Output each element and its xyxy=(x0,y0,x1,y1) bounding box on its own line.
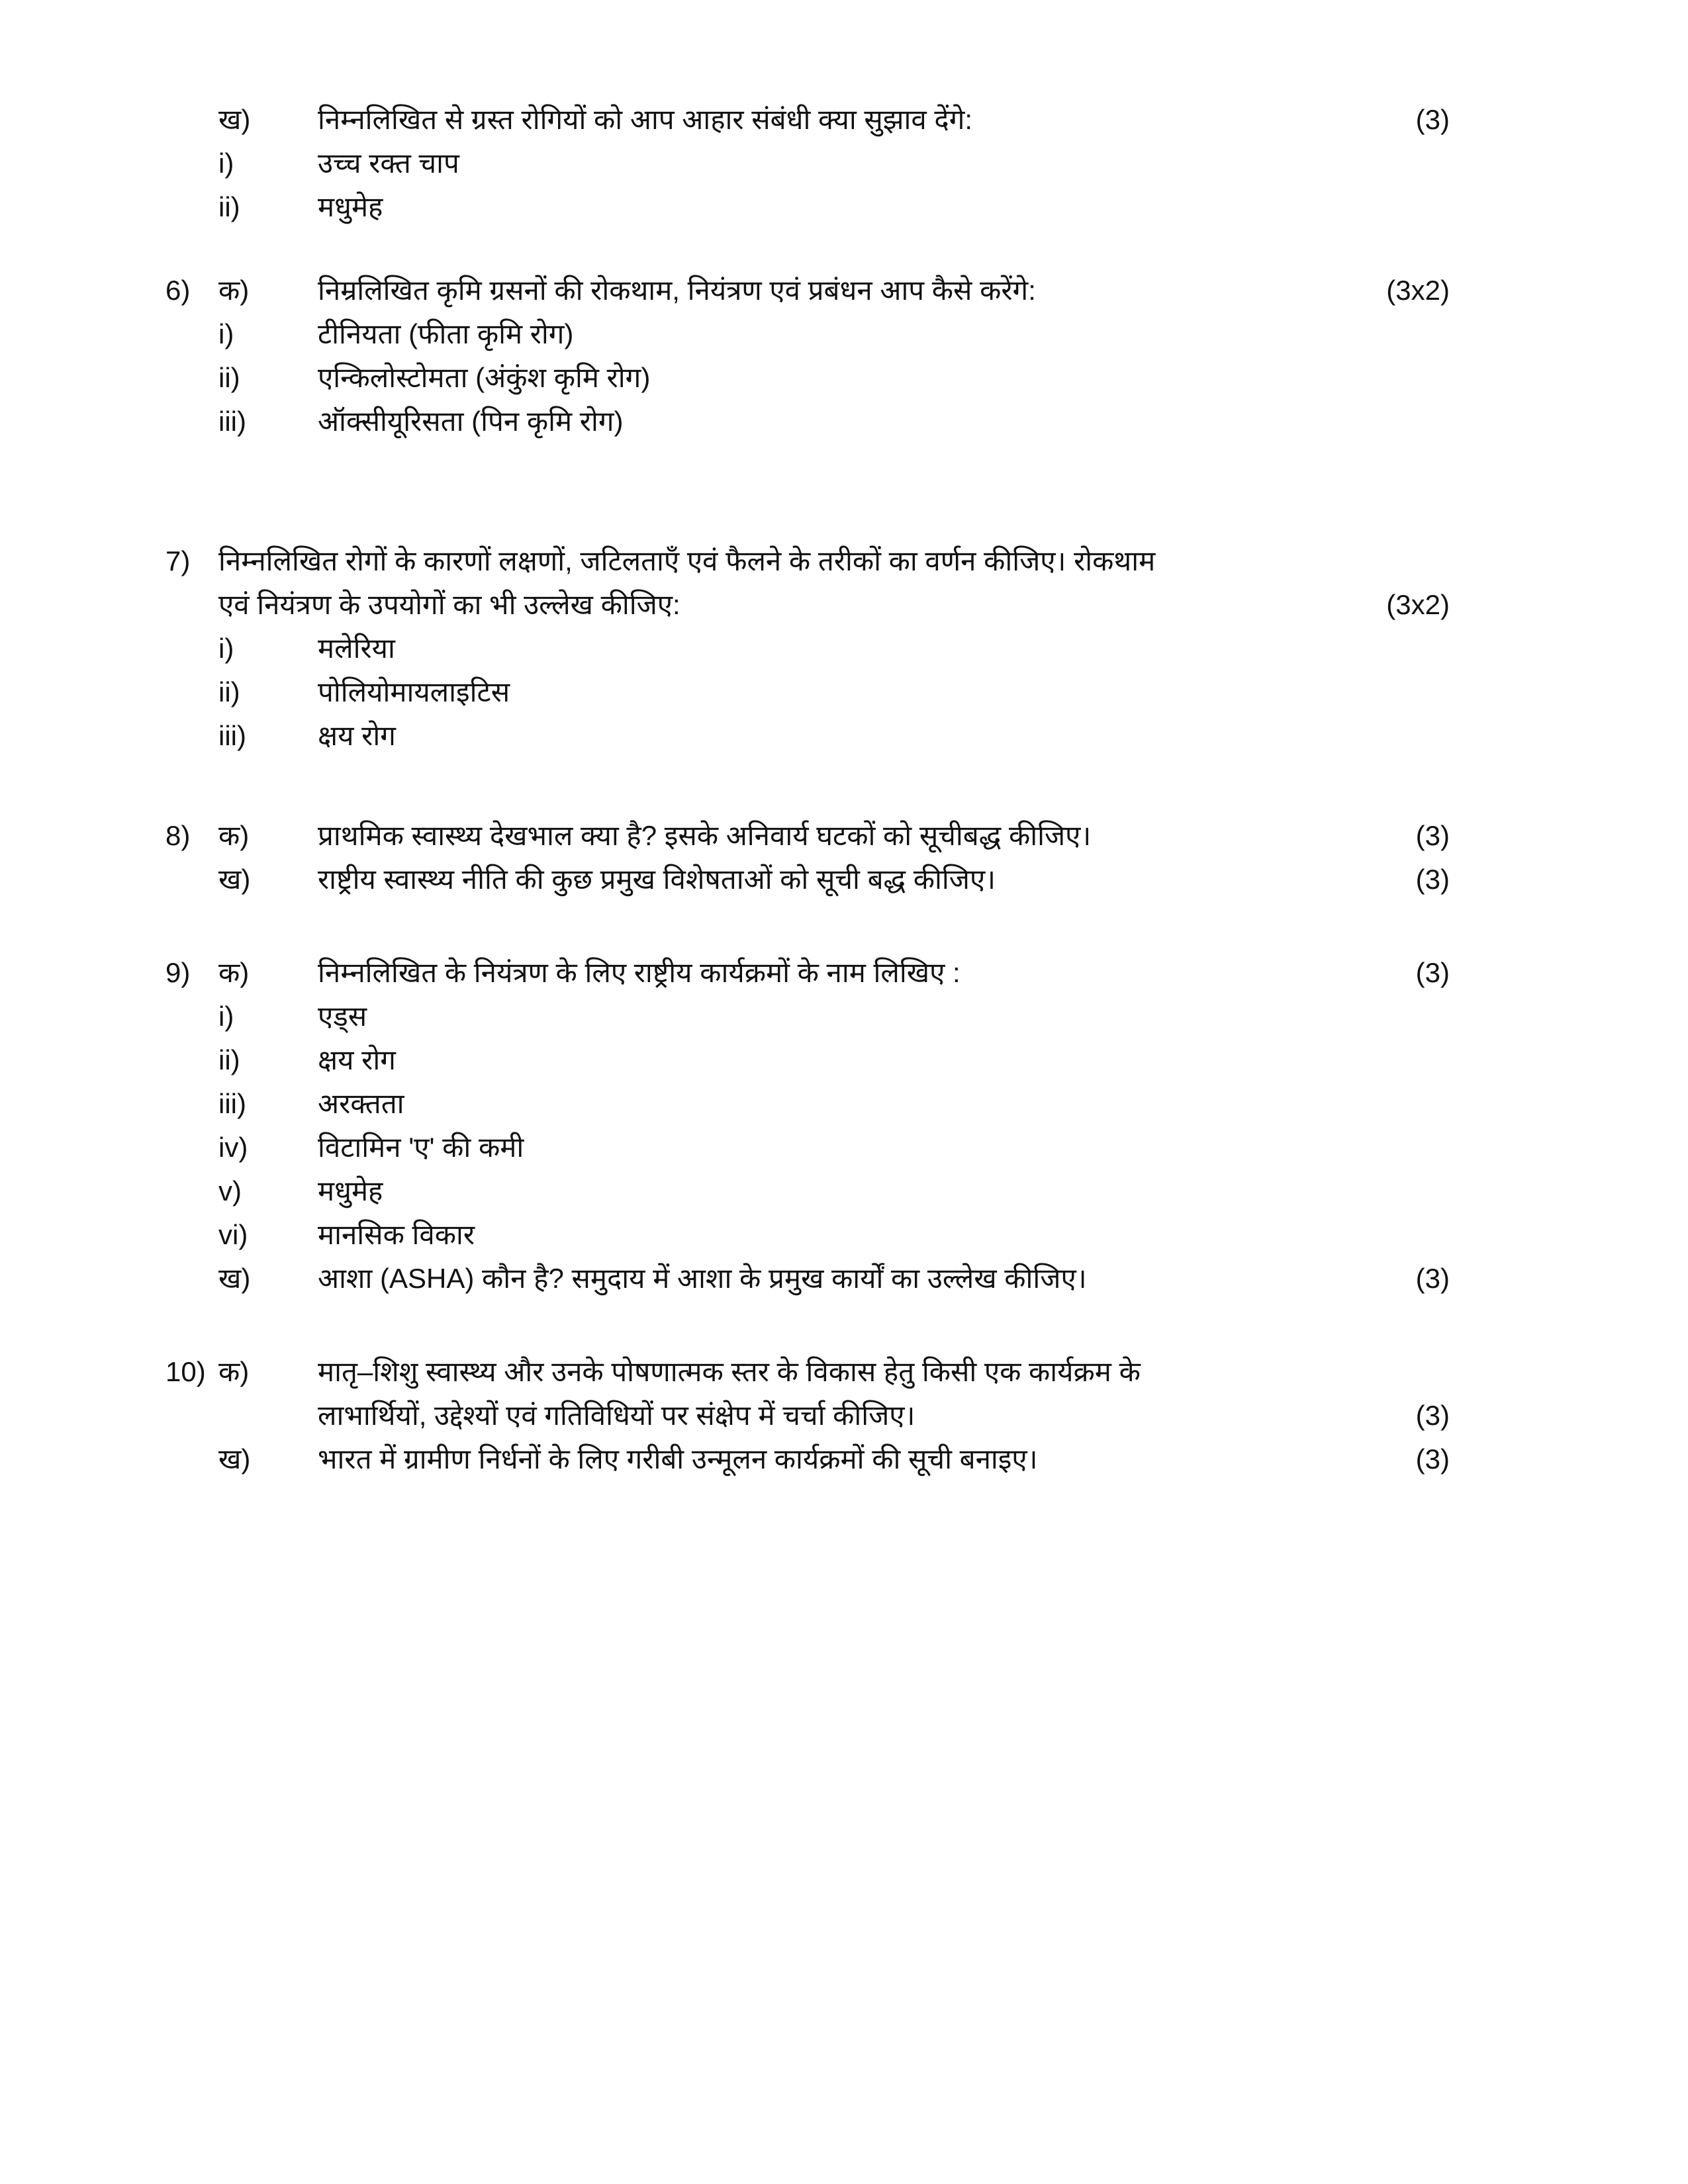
part-label: i) xyxy=(218,1001,234,1032)
part-label: ii) xyxy=(218,362,240,393)
part-label: iii) xyxy=(218,406,246,437)
question-text: अरक्तता xyxy=(318,1088,404,1119)
part-label: ii) xyxy=(218,1044,240,1075)
marks-value: (3x2) xyxy=(1386,589,1450,620)
question-text: राष्ट्रीय स्वास्थ्य नीति की कुछ प्रमुख विशेषताओं को सूची बद्ध कीजिए। xyxy=(318,864,996,895)
question-line xyxy=(165,995,1450,1038)
question-text: भारत में ग्रामीण निर्धनों के लिए गरीबी उन्मूलन कार्यक्रमों की सूची बनाइए। xyxy=(318,1443,1038,1475)
question-text: ऑक्सीयूरिसता (पिन कृमि रोग) xyxy=(318,406,624,437)
question-paper-content xyxy=(165,98,1450,1481)
question-text: टीनियता (फीता कृमि रोग) xyxy=(318,318,574,349)
part-label: क) xyxy=(218,957,250,988)
part-label: ख) xyxy=(218,104,251,135)
question-line xyxy=(165,714,1450,758)
question-line xyxy=(165,98,1450,142)
part-label: क) xyxy=(218,275,250,306)
question-line xyxy=(165,539,1450,583)
question-line xyxy=(165,858,1450,901)
question-line xyxy=(165,1038,1450,1082)
question-text: मातृ–शिशु स्वास्थ्य और उनके पोषणात्मक स्तर के विकास हेतु किसी एक कार्यक्रम के xyxy=(318,1356,1141,1387)
question-line xyxy=(165,269,1450,312)
question-line xyxy=(165,312,1450,356)
part-label: i) xyxy=(218,148,234,179)
part-label: क) xyxy=(218,820,250,851)
question-line xyxy=(165,1437,1450,1481)
question-text: एन्किलोस्टोमता (अंकुंश कृमि रोग) xyxy=(318,362,651,393)
question-line xyxy=(165,1394,1450,1437)
marks-value: (3) xyxy=(1415,957,1450,988)
question-line xyxy=(165,356,1450,400)
question-line xyxy=(165,814,1450,858)
question-line xyxy=(165,1126,1450,1169)
part-label: ख) xyxy=(218,1263,251,1294)
question-line xyxy=(165,1169,1450,1213)
question-line xyxy=(165,1257,1450,1300)
question-number: 9) xyxy=(165,957,191,988)
question-text: निम्नलिखित के नियंत्रण के लिए राष्ट्रीय कार्यक्रमों के नाम लिखिए : xyxy=(318,957,961,988)
question-text: निम्नलिखित से ग्रस्त रोगियों को आप आहार संबंधी क्या सुझाव देंगे: xyxy=(318,104,973,135)
question-text: विटामिन 'ए' की कमी xyxy=(318,1132,524,1163)
question-line xyxy=(165,1213,1450,1257)
question-text: लाभार्थियों, उद्देश्यों एवं गतिविधियों पर संक्षेप में चर्चा कीजिए। xyxy=(318,1400,915,1431)
marks-value: (3) xyxy=(1415,1263,1450,1294)
marks-value: (3) xyxy=(1415,864,1450,895)
marks-value: (3) xyxy=(1415,104,1450,135)
question-text: मधुमेह xyxy=(318,1175,383,1206)
question-number: 8) xyxy=(165,820,191,851)
part-label: ख) xyxy=(218,864,251,895)
question-text: पोलियोमायलाइटिस xyxy=(318,676,510,707)
question-line xyxy=(165,185,1450,229)
question-text: उच्च रक्त चाप xyxy=(318,148,459,179)
question-text: मानसिक विकार xyxy=(318,1219,475,1250)
question-text: निम्रलिखित कृमि ग्रसनों की रोकथाम, नियंत्रण एवं प्रबंधन आप कैसे करेंगे: xyxy=(318,275,1036,306)
question-text: मधुमेह xyxy=(318,191,383,222)
question-text: आशा (ASHA) कौन है? समुदाय में आशा के प्रमुख कार्यों का उल्लेख कीजिए। xyxy=(318,1263,1087,1294)
part-label: i) xyxy=(218,633,234,664)
question-line xyxy=(165,670,1450,714)
question-line xyxy=(165,1082,1450,1126)
question-text: प्राथमिक स्वास्थ्य देखभाल क्या है? इसके अनिवार्य घटकों को सूचीबद्ध कीजिए। xyxy=(318,820,1092,851)
marks-value: (3) xyxy=(1415,1443,1450,1475)
question-line xyxy=(165,583,1450,627)
part-label: vi) xyxy=(218,1219,248,1250)
question-text: निम्नलिखित रोगों के कारणों लक्षणों, जटिलताएँ एवं फैलने के तरीकों का वर्णन कीजिए। रोकथाम xyxy=(218,545,1156,576)
question-line xyxy=(165,627,1450,670)
question-number: 10) xyxy=(165,1356,206,1387)
part-label: iii) xyxy=(218,720,246,751)
marks-value: (3x2) xyxy=(1386,275,1450,306)
part-label: iii) xyxy=(218,1088,246,1119)
question-text: क्षय रोग xyxy=(318,720,396,751)
marks-value: (3) xyxy=(1415,820,1450,851)
part-label: v) xyxy=(218,1175,242,1206)
part-label: ख) xyxy=(218,1443,251,1475)
part-label: i) xyxy=(218,318,234,349)
question-text: एवं नियंत्रण के उपयोगों का भी उल्लेख कीजिए: xyxy=(218,589,680,620)
question-line xyxy=(165,400,1450,443)
part-label: ii) xyxy=(218,191,240,222)
question-number: 7) xyxy=(165,545,191,576)
question-text: मलेरिया xyxy=(318,633,395,664)
question-line xyxy=(165,1350,1450,1394)
question-line xyxy=(165,142,1450,185)
question-text: क्षय रोग xyxy=(318,1044,396,1075)
marks-value: (3) xyxy=(1415,1400,1450,1431)
part-label: क) xyxy=(218,1356,250,1387)
part-label: ii) xyxy=(218,676,240,707)
question-text: एड्स xyxy=(318,1001,367,1032)
question-number: 6) xyxy=(165,275,191,306)
part-label: iv) xyxy=(218,1132,248,1163)
question-line xyxy=(165,951,1450,995)
